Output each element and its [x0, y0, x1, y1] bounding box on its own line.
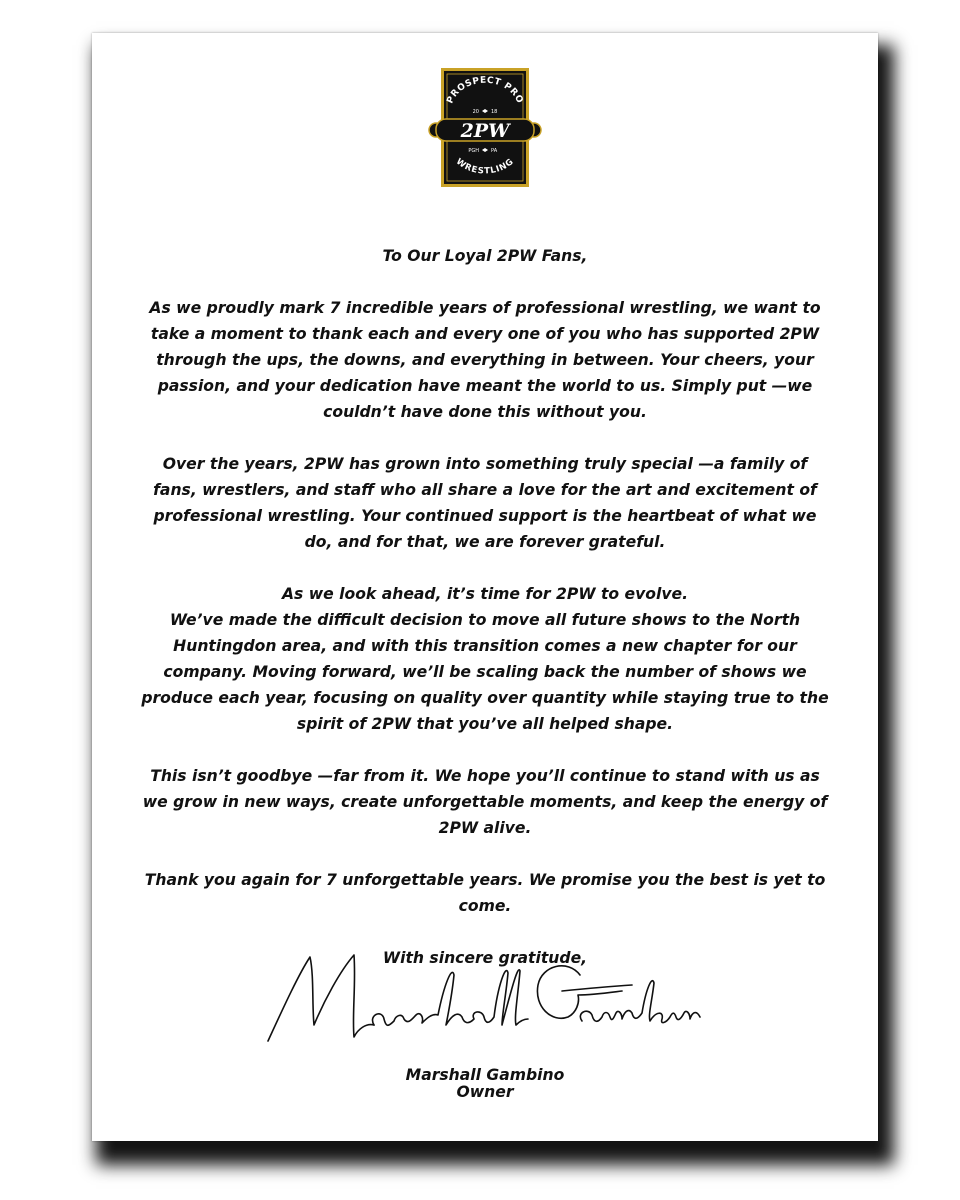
- p1-line: through the ups, the downs, and everything in between. Your cheers, your: [156, 351, 814, 369]
- p5-line: Thank you again for 7 unforgettable years. We promise you the best is yet to: [144, 871, 826, 889]
- paragraph-2: [102, 451, 868, 555]
- logo-bottom-text: WRESTLING: [453, 156, 517, 177]
- letter-paper: [92, 33, 878, 1141]
- closing: With sincere gratitude,: [382, 949, 588, 967]
- handwritten-signature: [262, 945, 702, 1055]
- p1-line: passion, and your dedication have meant the world to us. Simply put —we: [157, 377, 813, 395]
- paragraph-4: [102, 763, 868, 841]
- paragraph-1: [102, 295, 868, 425]
- p5-line: come.: [458, 897, 512, 915]
- signer-title: Owner: [456, 1083, 514, 1101]
- p1-line: As we proudly mark 7 incredible years of professional wrestling, we want to: [149, 299, 821, 317]
- p2-line: Over the years, 2PW has grown into something truly special —a family of: [162, 455, 808, 473]
- paragraph-3: [102, 581, 868, 737]
- p1-line: couldn’t have done this without you.: [323, 403, 647, 421]
- p3-line: spirit of 2PW that you’ve all helped shape.: [296, 715, 674, 733]
- logo-year-left: 20: [472, 109, 479, 115]
- logo-top-text: PROSPECT PRO: [445, 75, 525, 106]
- logo-location-left: PGH: [468, 148, 479, 154]
- logo-location-right: PA: [491, 148, 498, 154]
- p2-line: fans, wrestlers, and staff who all share a love for the art and excitement of: [153, 481, 817, 499]
- logo-brand-text: 2PW: [460, 120, 510, 142]
- p2-line: do, and for that, we are forever grateful.: [304, 533, 666, 551]
- paragraph-5: [102, 867, 868, 919]
- p1-line: take a moment to thank each and every one of you who has supported 2PW: [150, 325, 820, 343]
- p3-line: produce each year, focusing on quality over quantity while staying true to the: [141, 689, 829, 707]
- p4-line: This isn’t goodbye —far from it. We hope you’ll continue to stand with us as: [150, 767, 820, 785]
- 2pw-logo: [428, 66, 542, 189]
- signer-name: Marshall Gambino: [405, 1066, 565, 1084]
- p3-line: company. Moving forward, we’ll be scaling back the number of shows we: [163, 663, 807, 681]
- logo-year-right: 18: [491, 109, 498, 115]
- p2-line: professional wrestling. Your continued support is the heartbeat of what we: [153, 507, 817, 525]
- p3-line: We’ve made the difficult decision to move all future shows to the North: [169, 611, 801, 629]
- p4-line: 2PW alive.: [438, 819, 532, 837]
- salutation: To Our Loyal 2PW Fans,: [382, 247, 588, 265]
- p4-line: we grow in new ways, create unforgettable moments, and keep the energy of: [142, 793, 828, 811]
- letter-body: [102, 243, 868, 971]
- signer-block: [92, 1067, 878, 1101]
- p3-line: Huntingdon area, and with this transition comes a new chapter for our: [173, 637, 797, 655]
- p3-line: As we look ahead, it’s time for 2PW to evolve.: [281, 585, 689, 603]
